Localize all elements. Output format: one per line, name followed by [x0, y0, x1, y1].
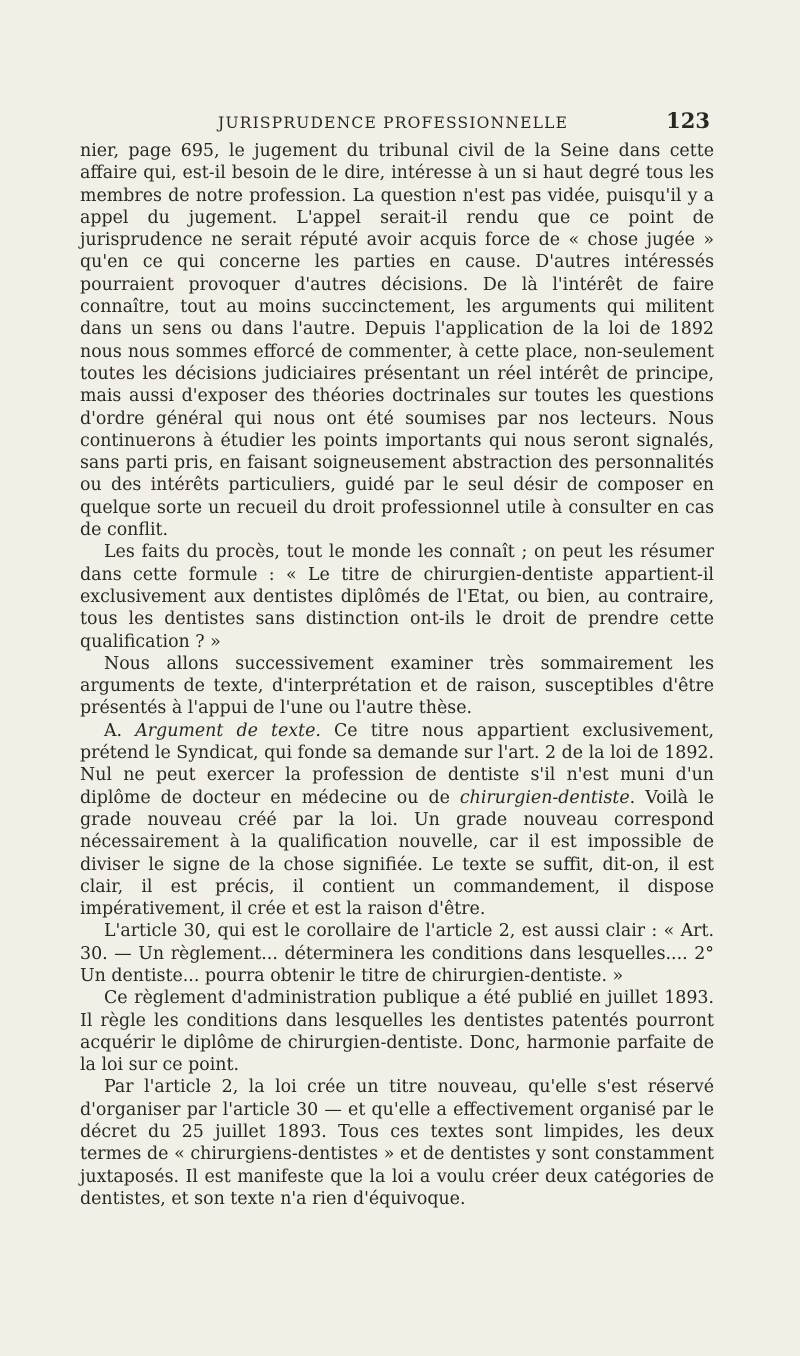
- running-title: JURISPRUDENCE PROFESSIONNELLE: [218, 114, 569, 132]
- paragraph-continuation: nier, page 695, le jugement du tribunal civil de la Seine dans cette affaire qui, est-il besoin de le dire, intéresse à un si haut degré tous les membres de notre profession. La question n'est pas vidée, puisqu'il y a appel du jugement. L'appel serait-il rendu que ce point de jurisprudence ne serait réputé avoir acquis force de « chose jugée » qu'en ce qui concerne les parties en cause. D'autres intéressés pourraient provoquer d'autres décisions. De là l'intérêt de faire connaître, tout au moins succinctement, les arguments qui militent dans un sens ou dans l'autre. Depuis l'application de la loi de 1892 nous nous sommes efforcé de commenter, à cette place, non-seulement toutes les décisions judiciaires présentant un réel intérêt de principe, mais aussi d'exposer des théories doctrinales sur toutes les questions d'ordre général qui nous ont été soumises par nos lecteurs. Nous continuerons à étudier les points importants qui nous seront signalés, sans parti pris, en faisant soigneusement abstraction des personnalités ou des intérêts particuliers, guidé par le seul désir de composer en quelque sorte un recueil du droit professionnel utile à consulter en cas de conflit.: [80, 141, 714, 541]
- paragraph-argument-end: . Voilà le grade nouveau créé par la loi. Un grade nouveau correspond nécessairement à la qualification nouvelle, car il est impossible de diviser le signe de la chose signifiée. Le texte se suffit, dit-on, il est clair, il est précis, il contient un commandement, il dispose impérativement, il crée et est la raison d'être.: [80, 787, 714, 920]
- section-letter: A.: [104, 720, 136, 741]
- paragraph-examination: Nous allons successivement examiner très sommairement les arguments de texte, d'interprétation et de raison, susceptibles d'être présentés à l'appui de l'une ou l'autre thèse.: [80, 653, 714, 719]
- paragraph-facts: Les faits du procès, tout le monde les connaît ; on peut les résumer dans cette formule : « Le titre de chirurgien-dentiste appartient-il exclusivement aux dentistes diplômés de l'Etat, ou bien, au contraire, tous les dentistes sans distinction ont-ils le droit de prendre cette qualification ? »: [80, 542, 714, 652]
- italic-term: chirurgien-dentiste: [459, 787, 630, 808]
- paragraph-article-30: L'article 30, qui est le corollaire de l'article 2, est aussi clair : « Art. 30. — Un règlement... déterminera les conditions dans lesquelles.... 2° Un dentiste... pourra obtenir le titre de chirurgien-dentiste. »: [80, 921, 714, 986]
- paragraph-argument-body: Ce titre nous appartient exclusivement, prétend le Syndicat, qui fonde sa demande sur l'art. 2 de la loi de 1892. Nul ne peut exercer la profession de dentiste s'il n'est muni d'un diplôme de docteur en médecine ou de: [80, 720, 714, 808]
- page-number: 123: [666, 108, 710, 133]
- section-heading: Argument de texte.: [135, 720, 321, 741]
- paragraph-article-2: Par l'article 2, la loi crée un titre nouveau, qu'elle s'est réservé d'organiser par l'article 30 — et qu'elle a effectivement organisé par le décret du 25 juillet 1893. Tous ces textes sont limpides, les deux termes de « chirurgiens-dentistes » et de dentistes y sont constamment juxtaposés. Il est manifeste que la loi a voulu créer deux catégories de dentistes, et son texte n'a rien d'équivoque.: [80, 1077, 714, 1209]
- body-text: [80, 140, 714, 1210]
- paragraph-argument-text: [80, 720, 714, 921]
- running-header: [80, 108, 710, 136]
- paragraph-reglement: Ce règlement d'administration publique a été publié en juillet 1893. Il règle les conditions dans lesquelles les dentistes patentés pourront acquérir le diplôme de chirurgien-dentiste. Donc, harmonie parfaite de la loi sur ce point.: [80, 988, 714, 1076]
